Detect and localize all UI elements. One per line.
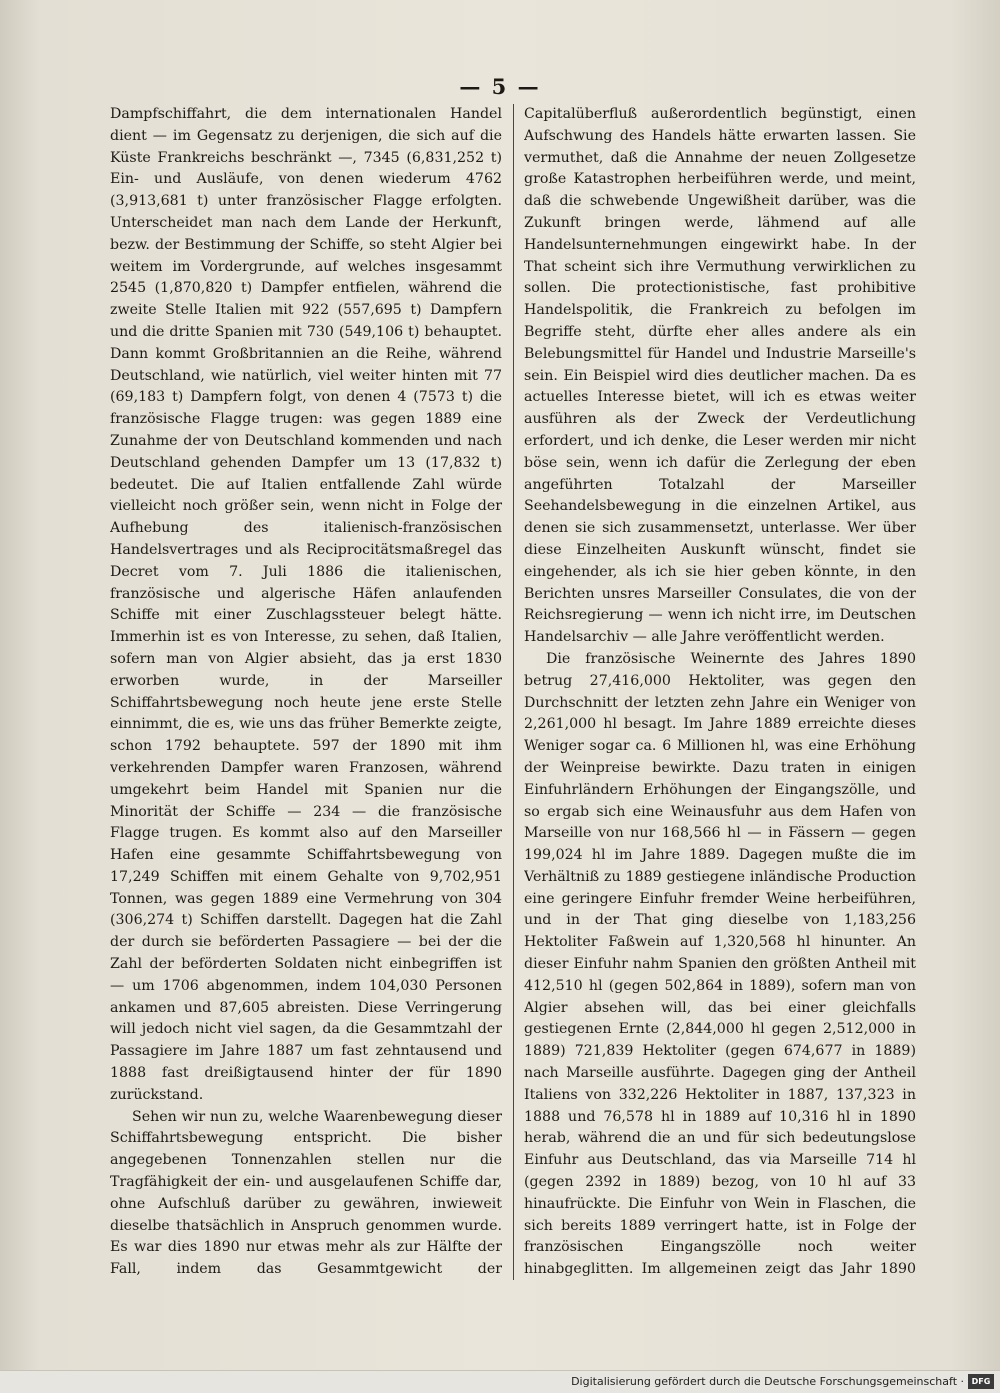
- footer-bar: [0, 1370, 1000, 1393]
- paragraph: Die französische Weinernte des Jahres 1890 betrug 27,416,000 Hektoliter, was gegen den Durchschnitt der letzten zehn Jahre ein Weniger von 2,261,000 hl besagt. Im Jahre 1889 erreichte dieses Weniger sogar ca. 6 Millionen hl, was eine Erhöhung der Weinpreise bewirkte. Dazu traten in einigen Einfuhrländern Erhöhungen der Eingangszölle, und so ergab sich eine Weinausfuhr aus dem Hafen von Marseille von nur 168,566 hl — in Fässern — gegen 199,024 hl im Jahre 1889. Dagegen mußte die im Verhältniß zu 1889 gestiegene inländische Production eine geringere Einfuhr fremder Weine herbeiführen, und in der That ging dieselbe von 1,183,256 Hektoliter Faßwein auf 1,320,568 hl hinunter. An dieser Einfuhr nahm Spanien den größten Antheil mit 412,510 hl (gegen 502,864 in 1889), sofern man von Algier absehen will, das bei einer gleichfalls gestiegenen Ernte (2,844,000 hl gegen 2,512,000 in 1889) 721,839 Hektoliter (gegen 674,677 in 1889) nach Marseille ausführte. Dagegen ging der Antheil Italiens von 332,226 Hektoliter in 1887, 137,323 in 1888 und 76,578 hl in 1889 auf 10,316 hl in 1890 herab, während die an und für sich bedeutungslose Einfuhr aus Deutschland, das via Marseille 714 hl (gegen 2392 in 1889) bezog, von 10 hl auf 33 hinaufrückte. Die Einfuhr von Wein in Flaschen, die sich bereits 1889 verringert hatte, ist in Folge der französischen Eingangszölle noch weiter hinabgeglitten. Im allgemeinen zeigt das Jahr 1890: [524, 650, 916, 1278]
- paragraph: Capitalüberfluß außerordentlich begünstigt, einen Aufschwung des Handels hätte erwarten lassen. Sie vermuthet, daß die Annahme der neuen Zollgesetze große Katastrophen herbeiführen werde, und meint, daß die schwebende Ungewißheit darüber, was die Zukunft bringen werde, lähmend auf alle Handelsunternehmungen eingewirkt habe. In der That scheint sich ihre Vermuthung verwirklichen zu sollen. Die protectionistische, fast prohibitive Handelspolitik, die Frankreich zu befolgen im Begriffe steht, dürfte eher alles andere als ein Belebungsmittel für Handel und Industrie Marseille's sein. Ein Beispiel wird dies deutlicher machen. Da es actuelles Interesse bietet, will ich es etwas weiter ausführen als der Zweck der Verdeutlichung erfordert, und ich denke, die Leser werden mir nicht böse sein, wenn ich dafür die Zerlegung der eben angeführten Totalzahl der Marseiller Seehandelsbewegung in die einzelnen Artikel, aus denen sie sich zusammensetzt, unterlasse. Wer über diese Einzelheiten Auskunft wünscht, findet sie eingehender, als ich sie hier geben könnte, in den Berichten unsres Marseiller Consulates, die von der Reichsregierung — wenn ich nicht irre, im Deutschen Handelsarchiv — alle Jahre veröffentlicht werden.: [524, 106, 916, 646]
- left-column: [110, 104, 502, 1284]
- paragraph: Sehen wir nun zu, welche Waarenbewegung dieser Schiffahrtsbewegung entspricht. Die bisher angegebenen Tonnenzahlen stellen nur die Tragfähigkeit der ein- und ausgelaufenen Schiffe dar, ohne Aufschluß darüber zu gewähren, inwieweit dieselbe thatsächlich in Anspruch genommen wurde. Es war dies 1890 nur etwas mehr als zur Hälfte der Fall, indem das Gesammtgewicht der: [110, 1108, 502, 1278]
- dfg-logo: DFG: [968, 1374, 994, 1389]
- right-column: [524, 104, 916, 1284]
- funding-notice: Digitalisierung gefördert durch die Deutsche Forschungsgemeinschaft ·: [571, 1375, 964, 1388]
- page-number: — 5 —: [459, 74, 541, 99]
- column-divider: [513, 104, 514, 1280]
- paragraph: Dampfschiffahrt, die dem internationalen Handel dient — im Gegensatz zu derjenigen, die sich auf die Küste Frankreichs beschränkt —, 7345 (6,831,252 t) Ein- und Ausläufe, von denen wiederum 4762 (3,913,681 t) unter französischer Flagge erfolgten. Unterscheidet man nach dem Lande der Herkunft, bezw. der Bestimmung der Schiffe, so steht Algier bei weitem im Vordergrunde, auf welches insgesammt 2545 (1,870,820 t) Dampfer entfielen, während die zweite Stelle Italien mit 922 (557,695 t) Dampfern und die dritte Spanien mit 730 (549,106 t) behauptet. Dann kommt Großbritannien an die Reihe, während Deutschland, wie natürlich, viel weiter hinten mit 77 (69,183 t) Dampfern folgt, von denen 4 (7573 t) die französische Flagge trugen: was gegen 1889 eine Zunahme der von Deutschland kommenden und nach Deutschland gehenden Dampfer um 13 (17,832 t) bedeutet. Die auf Italien entfallende Zahl würde vielleicht noch größer sein, wenn nicht in Folge der Aufhebung des italienisch-französischen Handelsvertrages und als Reciprocitätsmaßregel das Decret vom 7. Juli 1886 die italienischen, französische und algerische Häfen anlaufenden Schiffe mit einer Zuschlagssteuer belegt hätte. Immerhin ist es von Interesse, zu sehen, daß Italien, sofern man von Algier absieht, das ja erst 1830 erworben wurde, in der Marseiller Schiffahrtsbewegung noch heute jene erste Stelle einnimmt, die es, wie uns das früher Bemerkte zeigte, schon 1792 behauptete. 597 der 1890 mit ihm verkehrenden Dampfer waren Franzosen, während umgekehrt beim Handel mit Spanien nur die Minorität der Schiffe — 234 — die französische Flagge trugen. Es kommt also auf den Marseiller Hafen eine gesammte Schiffahrtsbewegung von 17,249 Schiffen mit einem Gehalte von 9,702,951 Tonnen, was gegen 1889 eine Vermehrung von 304 (306,274 t) Schiffen darstellt. Dagegen hat die Zahl der durch sie beförderten Passagiere — bei der die Zahl der beförderten Soldaten nicht einbegriffen ist — um 1706 abgenommen, indem 104,030 Personen ankamen und 87,605 abreisten. Diese Verringerung will jedoch nicht viel sagen, da die Gesammtzahl der Passagiere im Jahre 1887 um fast zehntausend und 1888 fast dreißigtausend hinter der für 1890 zurückstand.: [110, 106, 502, 1103]
